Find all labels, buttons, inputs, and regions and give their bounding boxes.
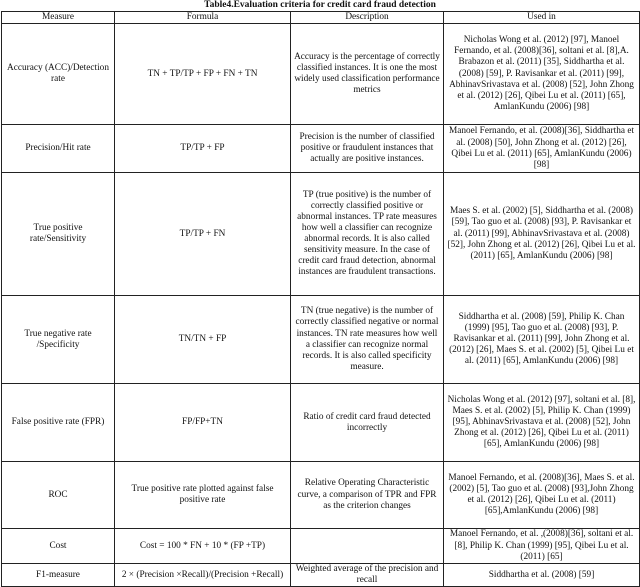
description-cell: Weighted average of the precision and recall bbox=[291, 564, 444, 587]
used-in-cell: Manoel Fernando, et al. (2008)[36], Siddhartha et al. (2008) [50], John Zhong et al. (2012) [26], Qibei Lu et al. (2011) [65], AmlanKundu (2006) [98] bbox=[444, 125, 640, 173]
formula-cell: TN + TP/TP + FP + FN + TN bbox=[115, 24, 291, 125]
header-used-in: Used in bbox=[444, 12, 640, 24]
measure-cell: Accuracy (ACC)/Detection rate bbox=[2, 24, 115, 125]
table-row bbox=[2, 462, 640, 529]
used-in-cell: Manoel Fernando, et al. (2008)[36], Maes S. et al. (2002) [5], Tao guo et al. (2008) [93],John Zhong et al. (2012) [26], Qibei Lu et al. (2011) [65],AmlanKundu (2006) [98] bbox=[444, 462, 640, 529]
description-cell bbox=[291, 529, 444, 564]
header-description: Description bbox=[291, 12, 444, 24]
description-cell: Ratio of credit card fraud detected incorrectly bbox=[291, 384, 444, 462]
description-cell: Accuracy is the percentage of correctly classified instances. It is one the most widely used classification performance metrics bbox=[291, 24, 444, 125]
measure-cell: False positive rate (FPR) bbox=[2, 384, 115, 462]
measure-cell: F1-measure bbox=[2, 564, 115, 587]
table-row bbox=[2, 384, 640, 462]
table-row bbox=[2, 564, 640, 587]
formula-cell: TP/TP + FN bbox=[115, 173, 291, 296]
measure-cell: Precision/Hit rate bbox=[2, 125, 115, 173]
formula-cell: TN/TN + FP bbox=[115, 296, 291, 384]
used-in-cell: Nicholas Wong et al. (2012) [97], Manoel Fernando, et al. (2008)[36], soltani et al. [8],A. Brabazon et al. (2011) [35], Siddhartha et al. (2008) [59], P. Ravisankar et al. (2011) [99], AbhinavSrivastava et al. (2008) [52], John Zhong et al. (2012) [26], Qibei Lu et al. (2011) [65], AmlanKundu (2006) [98] bbox=[444, 24, 640, 125]
evaluation-criteria-table bbox=[1, 11, 640, 587]
header-measure: Measure bbox=[2, 12, 115, 24]
used-in-cell: Maes S. et al. (2002) [5], Siddhartha et al. (2008) [59], Tao guo et al. (2008) [93], P. Ravisankar et al. (2011) [99], AbhinavSrivastava et al. (2008) [52], John Zhong et al. (2012) [26], Qibei Lu et al. (2011) [65], AmlanKundu (2006) [98] bbox=[444, 173, 640, 296]
header-formula: Formula bbox=[115, 12, 291, 24]
table-row bbox=[2, 173, 640, 296]
description-cell: TN (true negative) is the number of correctly classified negative or normal instances. TN rate measures how well a classifier can recognize normal records. It is also called specificity measure. bbox=[291, 296, 444, 384]
measure-cell: True positive rate/Sensitivity bbox=[2, 173, 115, 296]
formula-cell: Cost = 100 * FN + 10 * (FP +TP) bbox=[115, 529, 291, 564]
table-row bbox=[2, 125, 640, 173]
used-in-cell: Siddhartha et al. (2008) [59] bbox=[444, 564, 640, 587]
description-cell: Relative Operating Characteristic curve, a comparison of TPR and FPR as the criterion changes bbox=[291, 462, 444, 529]
table-caption: Table4.Evaluation criteria for credit card fraud detection bbox=[204, 0, 436, 10]
table-row bbox=[2, 296, 640, 384]
description-cell: Precision is the number of classified positive or fraudulent instances that actually are positive instances. bbox=[291, 125, 444, 173]
used-in-cell: Manoel Fernando, et al. ,(2008)[36], soltani et al. [8], Philip K. Chan (1999) [95], Qibei Lu et al. (2011) [65] bbox=[444, 529, 640, 564]
measure-cell: Cost bbox=[2, 529, 115, 564]
used-in-cell: Siddhartha et al. (2008) [59], Philip K. Chan (1999) [95], Tao guo et al. (2008) [93], P. Ravisankar et al. (2011) [99], John Zhong et al. (2012) [26], Maes S. et al. (2002) [5], Qibei Lu et al. (2011) [65], AmlanKundu (2006) [98] bbox=[444, 296, 640, 384]
measure-cell: ROC bbox=[2, 462, 115, 529]
table-row bbox=[2, 24, 640, 125]
formula-cell: True positive rate plotted against false positive rate bbox=[115, 462, 291, 529]
measure-cell: True negative rate /Specificity bbox=[2, 296, 115, 384]
formula-cell: TP/TP + FP bbox=[115, 125, 291, 173]
table-row bbox=[2, 529, 640, 564]
description-cell: TP (true positive) is the number of correctly classified positive or abnormal instances. TP rate measures how well a classifier can recognize abnormal records. It is also called sensitivity measure. In the case of credit card fraud detection, abnormal instances are fraudulent transactions. bbox=[291, 173, 444, 296]
formula-cell: FP/FP+TN bbox=[115, 384, 291, 462]
formula-cell: 2 × (Precision ×Recall)/(Precision +Recall) bbox=[115, 564, 291, 587]
used-in-cell: Nicholas Wong et al. (2012) [97], soltani et al. [8], Maes S. et al. (2002) [5], Philip K. Chan (1999) [95], AbhinavSrivastava et al. (2008) [52], John Zhong et al. (2012) [26], Qibei Lu et al. (2011) [65], AmlanKundu (2006) [98] bbox=[444, 384, 640, 462]
header-row bbox=[2, 12, 640, 24]
